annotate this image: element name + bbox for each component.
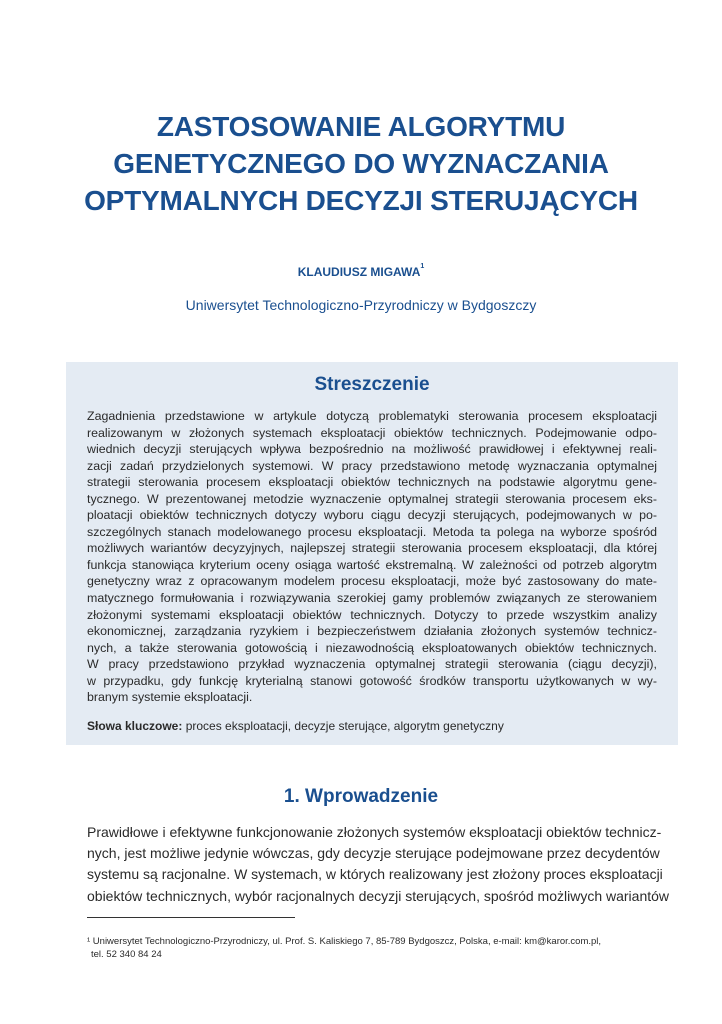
footnote-divider — [87, 917, 295, 918]
abstract-line: szczególnych stanach modelowanego procesu eksploatacji. Metoda ta polega na wyborze spośród — [87, 524, 657, 539]
abstract-line: Zagadnienia przedstawione w artykule dotyczą problematyki sterowania procesem eksploatacji — [87, 409, 657, 423]
author-name-text: KLAUDIUSZ MIGAWA — [297, 265, 421, 279]
abstract-line: w przypadku, gdy funkcję kryterialną stanowi gotowość środków transportu użytkowanych w wy- — [87, 673, 657, 688]
section-heading: 1. Wprowadzenie — [283, 786, 439, 807]
body-line: obiektów technicznych, wybór racjonalnych decyzji sterujących, spośród możliwych wariantów — [87, 887, 670, 904]
body-line: Prawidłowe i efektywne funkcjonowanie złożonych systemów eksploatacji obiektów technicz- — [87, 824, 662, 840]
abstract-line: ploatacji obiektów technicznych dotyczy wyboru ciągu decyzji sterujących, podejmowanych w po- — [87, 508, 657, 523]
abstract-line: złożonymi systemami eksploatacji obiektów technicznych. Dotyczy to przede wszystkim analizy — [87, 607, 657, 622]
abstract-line: nych, a także sterowania gotowością i niezawodnością eksploatowanych obiektów technicznych. — [87, 640, 657, 655]
abstract-line: branym systemie eksploatacji. — [87, 690, 253, 705]
footnote-line: tel. 52 340 84 24 — [91, 949, 162, 960]
author-footnote-mark: 1 — [420, 263, 425, 270]
abstract-line: zacji zadań przydzielonych systemowi. W pracy przedstawiono metodę wyznaczania optymalnej — [87, 458, 657, 473]
body-line: nych, jest możliwe jedynie wówczas, gdy decyzje sterujące podejmowane przez decydentów — [87, 845, 660, 862]
title-line: ZASTOSOWANIE ALGORYTMU — [156, 111, 566, 142]
body-line: systemu są racjonalne. W systemach, w których realizowany jest złożony proces eksploatacji — [87, 866, 663, 883]
abstract-line: realizowanym w złożonych systemach eksploatacji obiektów technicznych. Podejmowanie odpo- — [87, 425, 657, 440]
footnote-line: ¹ Uniwersytet Technologiczno-Przyrodniczy, ul. Prof. S. Kaliskiego 7, 85-789 Bydgoszcz, Polska, e-mail: km@karor.com.pl, — [87, 936, 602, 947]
abstract-line: genetyczny wraz z opracowanym modelem procesu eksploatacji, może być zastosowany do mate- — [87, 574, 657, 589]
section-body — [87, 822, 670, 907]
title-line: OPTYMALNYCH DECYZJI STERUJĄCYCH — [84, 185, 638, 216]
footnote — [87, 935, 657, 961]
abstract-box — [66, 362, 678, 745]
abstract-line: tycznego. W prezentowanej metodzie wyznaczenie optymalnej strategii sterowania procesem eks- — [87, 491, 657, 506]
paper-title — [60, 108, 662, 219]
keywords-list: proces eksploatacji, decyzje sterujące, algorytm genetyczny — [185, 719, 504, 733]
abstract-line: W pracy przedstawiono przykład wyznaczenia optymalnej strategii sterowania (ciągu decyzji), — [87, 657, 657, 672]
abstract-heading: Streszczenie — [314, 374, 430, 395]
abstract-line: ekonomicznej, zarządzania ryzykiem i bezpieczeństwem działania złożonych systemów technicz- — [87, 624, 657, 639]
abstract-text — [87, 408, 657, 706]
keywords — [87, 719, 657, 733]
abstract-line: wiednich decyzji sterujących wpływa bezpośrednio na możliwość prawidłowej i efektywnej reali- — [87, 442, 657, 457]
author-name — [0, 265, 722, 279]
abstract-line: funkcja stanowiąca kryterium oceny osiąga wartość ekstremalną. W zależności od potrzeb algorytm — [87, 557, 657, 572]
title-line: GENETYCZNEGO DO WYZNACZANIA — [113, 148, 609, 179]
abstract-line: możliwych wariantów decyzyjnych, najlepszej strategii sterowania procesem eksploatacji, dla której — [87, 541, 657, 556]
abstract-line: strategii sterowania procesem eksploatacji obiektów technicznych na podstawie algorytmu gene- — [87, 475, 657, 490]
abstract-line: matycznego formułowania i rozwiązywania szerokiej gamy problemów związanych ze sterowaniem — [87, 591, 657, 606]
author-affiliation: Uniwersytet Technologiczno-Przyrodniczy w Bydgoszczy — [185, 297, 537, 313]
keywords-label: Słowa kluczowe: — [87, 719, 183, 733]
